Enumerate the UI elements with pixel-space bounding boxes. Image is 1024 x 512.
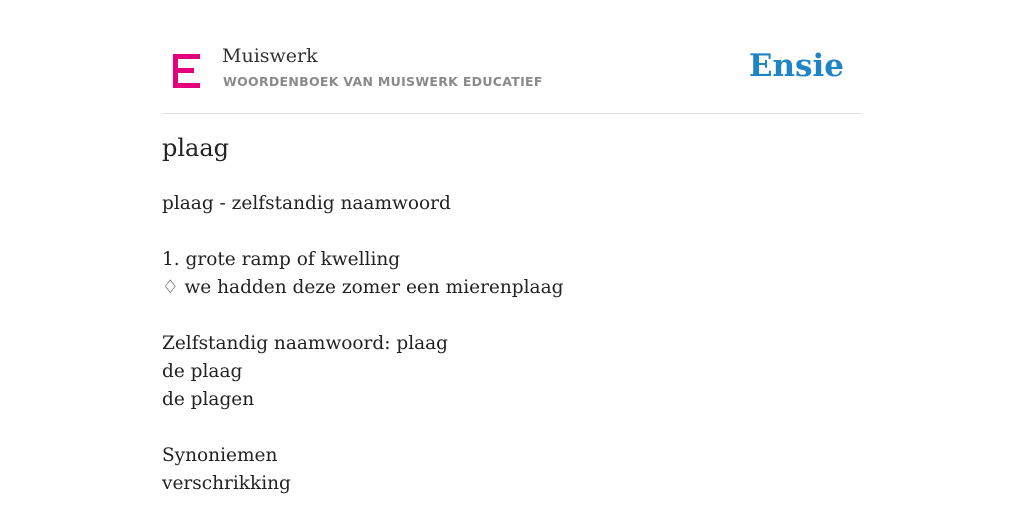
- brand-name[interactable]: Muiswerk: [222, 45, 318, 67]
- muiswerk-logo-icon[interactable]: [173, 54, 200, 88]
- definition-line-spacer: [162, 302, 862, 330]
- ensie-logo[interactable]: Ensie: [748, 48, 844, 84]
- brand-subtitle: WOORDENBOEK VAN MUISWERK EDUCATIEF: [223, 74, 543, 89]
- definition-line-example: ♢ we hadden deze zomer een mierenplaag: [162, 277, 564, 298]
- definition-line-plural: de plagen: [162, 389, 255, 410]
- definition-line-synonym: verschrikking: [162, 473, 291, 494]
- definition-line-part-of-speech: plaag - zelfstandig naamwoord: [162, 193, 451, 214]
- definition-body: [162, 190, 862, 498]
- site-header: [162, 0, 862, 114]
- definition-line-spacer: [162, 218, 862, 246]
- definition-line-noun-heading: Zelfstandig naamwoord: plaag: [162, 333, 449, 354]
- page-container: [162, 0, 862, 512]
- definition-line-spacer: [162, 414, 862, 442]
- definition-line-synonyms-heading: Synoniemen: [162, 445, 278, 466]
- page-title: plaag: [162, 134, 230, 162]
- definition-line-singular: de plaag: [162, 361, 243, 382]
- definition-line-meaning: 1. grote ramp of kwelling: [162, 249, 401, 270]
